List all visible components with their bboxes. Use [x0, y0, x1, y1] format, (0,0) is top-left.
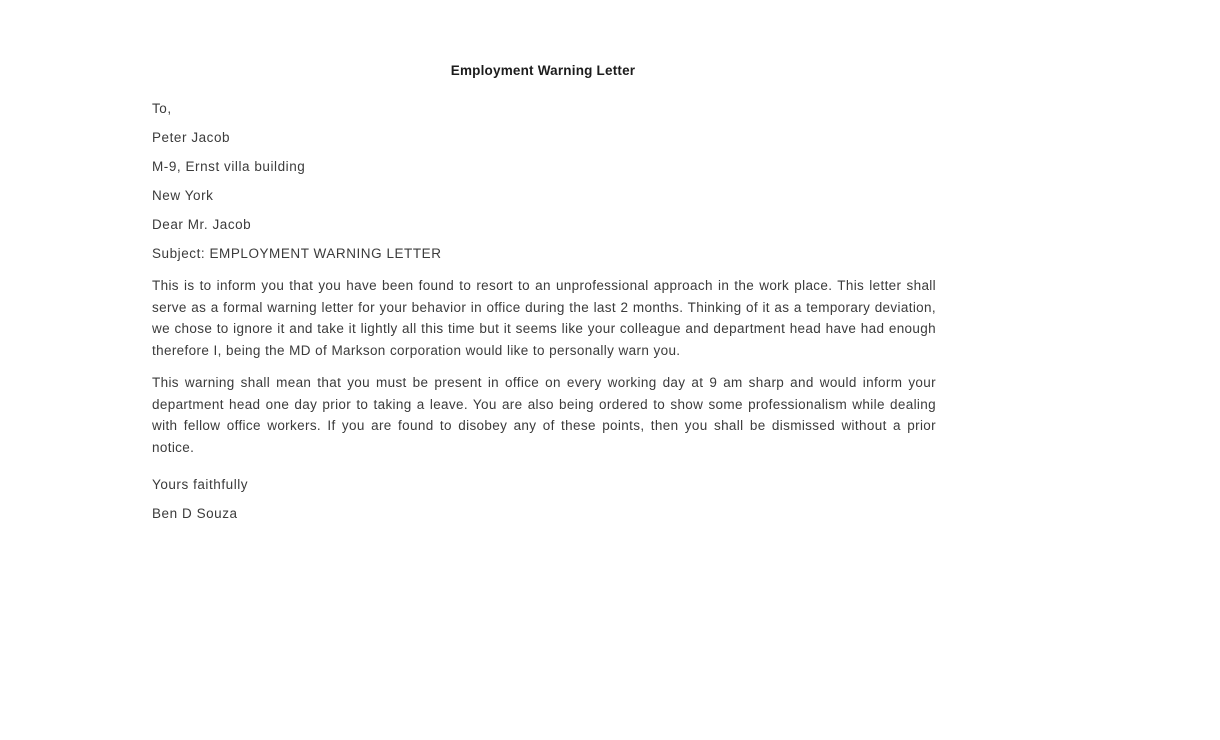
recipient-line-city: New York — [152, 188, 214, 203]
body-paragraph-1: This is to inform you that you have been found to resort to an unprofessional approach in the work place. This letter shall serve as a formal warning letter for your behavior in office during the last 2 months. Thinking of it as a temporary deviation, we chose to ignore it and take it lightly all this time but it seems like your colleague and department head have had enough therefore I, being the MD of Markson corporation would like to personally warn you. — [152, 278, 936, 358]
recipient-line-address: M-9, Ernst villa building — [152, 159, 306, 174]
sender-name: Ben D Souza — [152, 506, 238, 521]
letter-body — [152, 62, 936, 523]
salutation: Dear Mr. Jacob — [152, 217, 252, 232]
subject-line: Subject: EMPLOYMENT WARNING LETTER — [152, 246, 442, 261]
page-title: Employment Warning Letter — [450, 63, 636, 78]
body-paragraph-2: This warning shall mean that you must be present in office on every working day at 9 am sharp and would inform your department head one day prior to taking a leave. You are also being ordered to show some professionalism while dealing with fellow office workers. If you are found to disobey any of these points, then you shall be dismissed without a prior notice. — [152, 375, 936, 455]
recipient-line-name: Peter Jacob — [152, 130, 231, 145]
recipient-line-to: To, — [152, 101, 172, 116]
closing-salutation: Yours faithfully — [152, 477, 249, 492]
